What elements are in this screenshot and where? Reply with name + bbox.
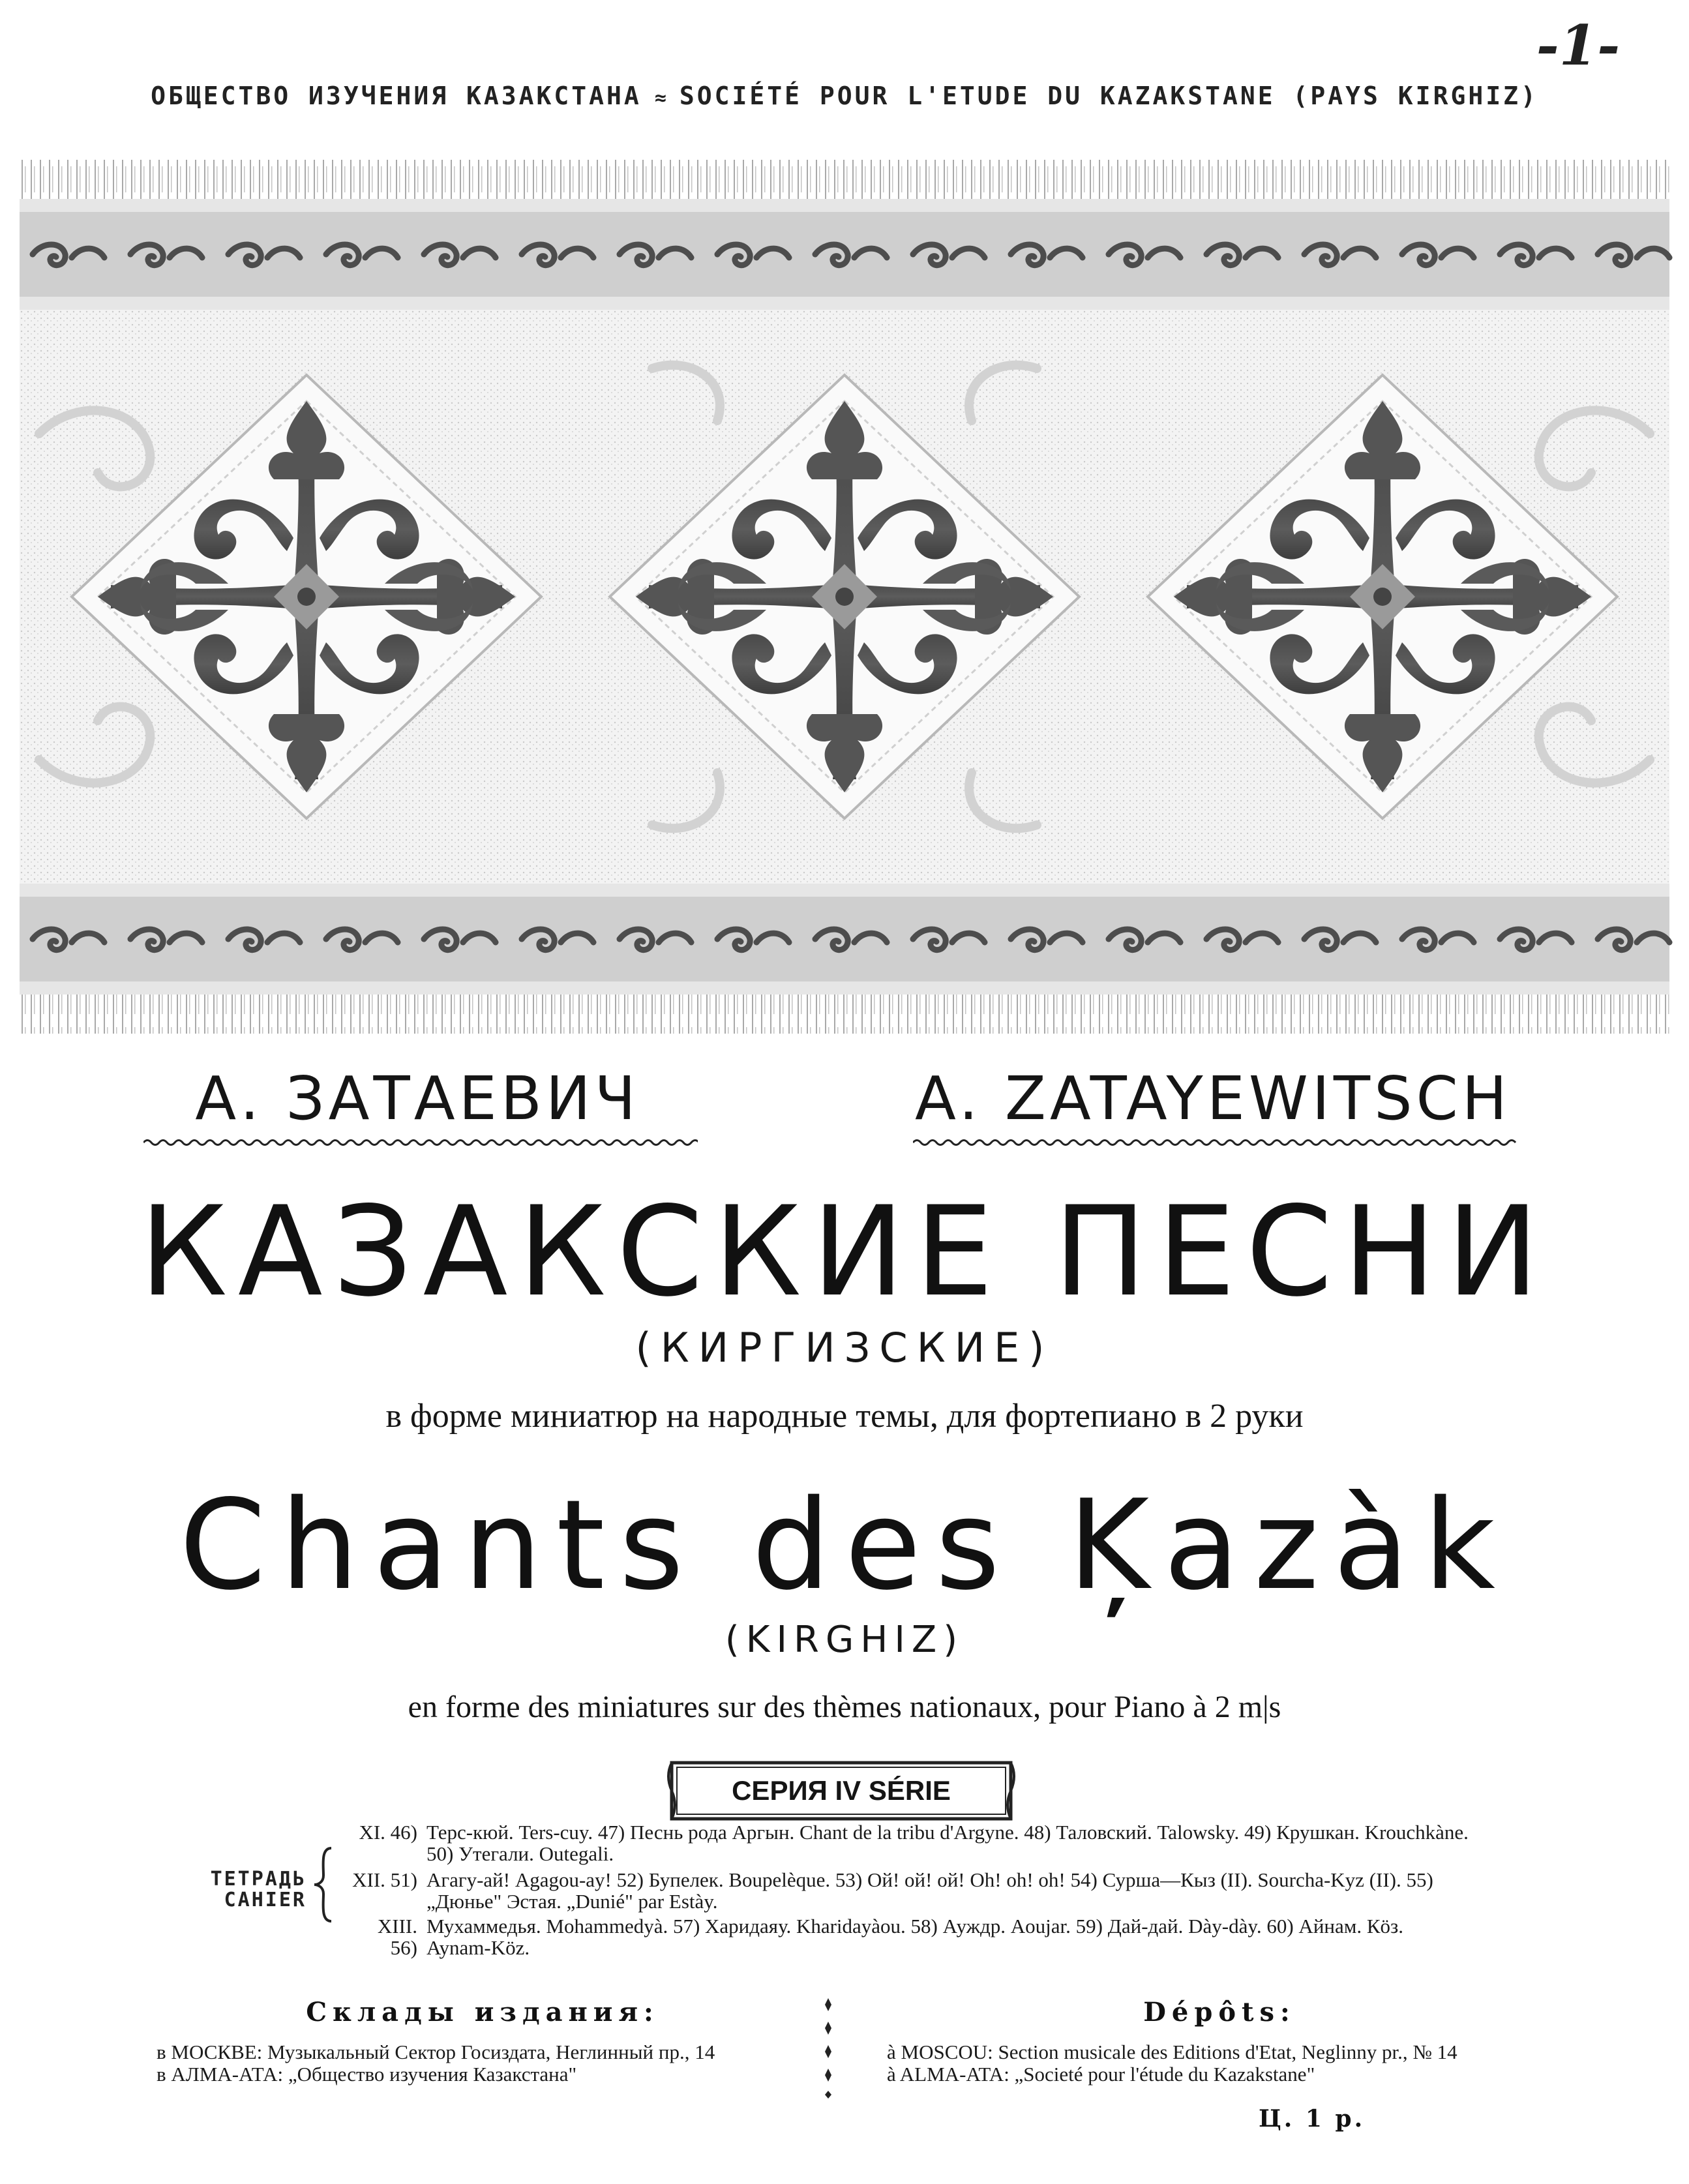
author-name-fr: A. ZATAYEWITSCH xyxy=(915,1064,1511,1133)
address-almaata-fr: à ALMA-ATA: „Societé pour l'étude du Kazakstane" xyxy=(887,2063,1315,2086)
address-moscow-ru: в МОСКВЕ: Музыкальный Сектор Госиздата, Неглинный пр., 14 xyxy=(157,2041,715,2063)
society-name-ru: ОБЩЕСТВО ИЗУЧЕНИЯ КАЗАКСТАНА xyxy=(151,82,642,110)
cahier-row xyxy=(346,1915,1467,1961)
brace-icon xyxy=(312,1846,335,1924)
cahier-number: XIII. 56) xyxy=(377,1915,417,1959)
ornament-banner xyxy=(0,160,1689,1034)
author-underline-fr xyxy=(913,1138,1519,1147)
cahier-number: XII. 51) xyxy=(352,1868,417,1891)
price-label: Ц. 1 р. xyxy=(1259,2105,1366,2132)
description-fr: en forme des miniatures sur des thèmes nationaux, pour Piano à 2 m|s xyxy=(408,1690,1281,1724)
warehouses-heading-ru: Склады издания: xyxy=(306,1997,659,2027)
warehouses-heading-fr: Dépôts: xyxy=(1143,1997,1296,2027)
society-header xyxy=(0,82,1689,110)
cahier-contents: Агагу-ай! Agagou-ay! 52) Бупелек. Boupelèque. 53) Ой! ой! ой! Oh! oh! oh! 54) Сурша—Кыз (II). Sourcha-Kyz (II). 55) „Дюнье" Эстая. „Dunié" par Estày. xyxy=(426,1868,1433,1913)
address-moscow-fr: à MOSCOU: Section musicale des Editions d'Etat, Neglinny pr., № 14 xyxy=(887,2041,1457,2063)
title-ru: КАЗАКСКИЕ ПЕСНИ xyxy=(139,1180,1550,1324)
author-name-ru: А. ЗАТАЕВИЧ xyxy=(195,1064,640,1133)
page-number: -1- xyxy=(1536,13,1621,78)
header-separator-icon: ≈ xyxy=(654,87,666,110)
society-name-fr: SOCIÉTÉ POUR L'ETUDE DU KAZAKSTANE (PAYS KIRGHIZ) xyxy=(679,82,1538,110)
cahier-number: XI. 46) xyxy=(359,1821,417,1844)
series-label: СЕРИЯ IV SÉRIE xyxy=(732,1775,951,1806)
author-underline-ru xyxy=(143,1138,698,1147)
cahier-row xyxy=(346,1821,1467,1867)
cahier-contents: Мухаммедья. Mohammedyà. 57) Харидаяу. Kharidayàou. 58) Ауждр. Aoujar. 59) Дай-дай. Dày-dày. 60) Айнам. Кöз. Aynam-Köz. xyxy=(426,1915,1404,1959)
vertical-divider xyxy=(824,1996,833,2100)
address-almaata-ru: в АЛМА-АТА: „Общество изучения Казакстана" xyxy=(157,2063,577,2086)
cahier-label-ru: ТЕТРАДЬ xyxy=(210,1868,306,1891)
cahier-row xyxy=(346,1869,1467,1915)
title-fr: Chants des Ķazàk xyxy=(179,1473,1510,1617)
description-ru: в форме миниатюр на народные темы, для фортепиано в 2 руки xyxy=(385,1398,1304,1435)
subtitle-fr: (KIRGHIZ) xyxy=(725,1619,964,1661)
cahier-contents: Терс-кюй. Ters-cuy. 47) Песнь рода Аргын. Chant de la tribu d'Argyne. 48) Таловский. Talowsky. 49) Крушкан. Krouchkàne. 50) Утегали. Outegali. xyxy=(426,1821,1469,1865)
series-box xyxy=(665,1758,1017,1824)
cahier-label xyxy=(196,1869,306,1911)
cahier-label-fr: CAHIER xyxy=(224,1889,306,1911)
subtitle-ru: (КИРГИЗСКИЕ) xyxy=(635,1324,1054,1371)
